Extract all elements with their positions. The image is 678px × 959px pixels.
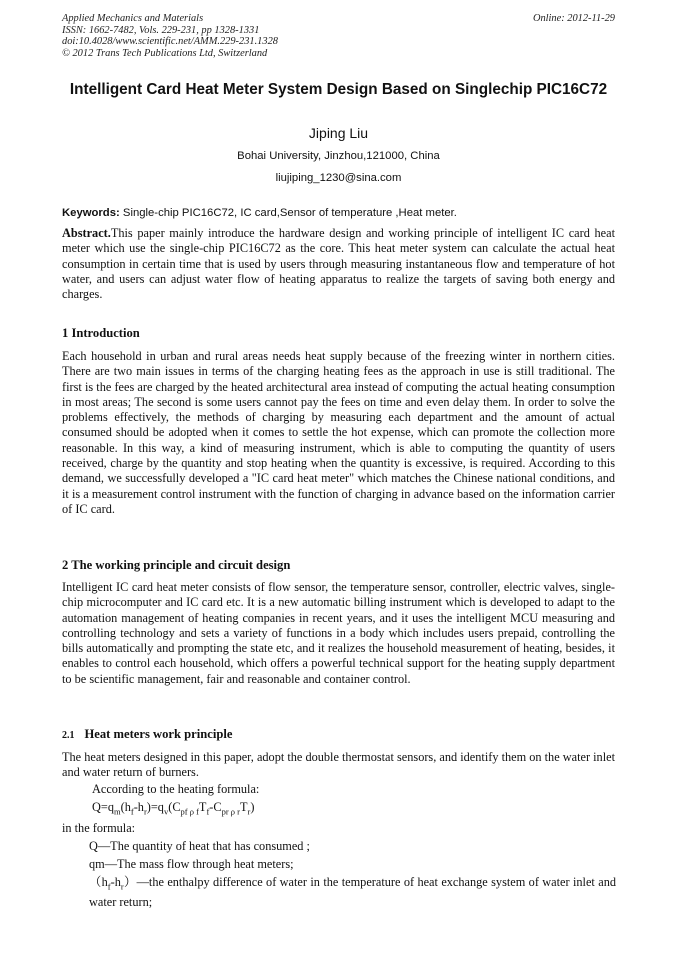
doi-line: doi:10.4028/www.scientific.net/AMM.229-231.1328 (62, 36, 278, 48)
section-heading-introduction: 1 Introduction (62, 326, 140, 340)
publication-header (62, 13, 278, 59)
subsection-title: Heat meters work principle (84, 727, 233, 741)
formula-intro: According to the heating formula: (92, 782, 260, 796)
definition-q: Q—The quantity of heat that has consumed ; (89, 839, 310, 853)
definition-enthalpy: $(h_f-h_r)—the$ enthalpy difference of water in the temperature of heat exchange system of water inlet and water return; (89, 875, 616, 909)
author-email: liujiping_1230@sina.com (275, 172, 402, 184)
issn-line: ISSN: 1662-7482, Vols. 229-231, pp 1328-1331 (62, 24, 260, 36)
author-name: Jiping Liu (308, 125, 369, 141)
paper-title: Intelligent Card Heat Meter System Design Based on Singlechip PIC16C72 (69, 81, 608, 98)
heat-meters-paragraph: The heat meters designed in this paper, adopt the double thermostat sensors, and identify them on the water inlet and water return of burners. (62, 750, 615, 780)
abstract-paragraph (62, 226, 615, 302)
keywords-text: Single-chip PIC16C72, IC card,Sensor of temperature ,Heat meter. (119, 207, 457, 219)
keywords-line (62, 207, 615, 219)
abstract-label: Abstract. (62, 226, 111, 240)
subsection-number: 2.1 (62, 730, 75, 741)
keywords-label: Keywords: (62, 207, 120, 219)
subsection-heading-heat-meters (62, 727, 615, 742)
copyright-line: © 2012 Trans Tech Publications Ltd, Switzerland (62, 47, 268, 59)
online-date: Online: 2012-11-29 (532, 13, 615, 24)
section-heading-working-principle: 2 The working principle and circuit design (62, 558, 291, 572)
working-principle-paragraph: Intelligent IC card heat meter consists of flow sensor, the temperature sensor, controller, electric valves, single-chip microcomputer and IC card etc. It is a new automatic billing instrument which is developed to adapt to the automation management of heating companies in recent years, and it uses the intelligent MCU measuring and controlling technology and sets a variety of functions in a body which includes users prepaid, controlling the bills automatically and prompting the state etc, and it realizes the household measurement of heating, besides, it enables to control each household, which offers a powerful technical support for the heating supply department to be scientific management, fair and reasonable and container control. (62, 580, 615, 686)
introduction-paragraph: Each household in urban and rural areas needs heat supply because of the freezing winter in northern cities. There are two main issues in terms of the charging heating fees as the approach in use is still traditional. The first is the fees are charged by the heated architectural area instead of computing the actual heating consumption in most areas; The second is some users cannot pay the fees on time and even delay them. In order to solve the problems effectively, the methods of charging by measuring each department and the amount of actual consumed should be adopted when it comes to settle the hot expense, which can promote the collection more reasonable. In this way, a kind of measuring instrument, which is able to computing the quantity of users received, charge by the quantity and stop heating when the quantity is excessive, is required. According to this demand, we successfully developed a "IC card heat meter" which matches the Chinese national conditions, and it is a measurement control instrument with the function of charging in advance based on the information carrier of IC card. (62, 349, 615, 516)
abstract-text: This paper mainly introduce the hardware design and working principle of intelligent IC card heat meter which use the single-chip PIC16C72 as the core. This heat meter system can calculate the actual heat consumption in certain time that is used by users through measuring instantaneous flow and temperature of hot water, and users can adjust water flow of heating apparatus to realize the targets of saving both energy and charges. (62, 226, 615, 302)
journal-name: Applied Mechanics and Materials (62, 13, 204, 24)
definition-qm: qm—The mass flow through heat meters; (89, 857, 294, 871)
heating-formula: $Q=q_m(h_f-h_r)=q_v(C_{pf \rho f}T_f-C_{pr \rho r}T_r)$ (92, 800, 255, 817)
formula-legend-intro: in the formula: (62, 821, 136, 835)
author-affiliation: Bohai University, Jinzhou,121000, China (237, 150, 440, 162)
